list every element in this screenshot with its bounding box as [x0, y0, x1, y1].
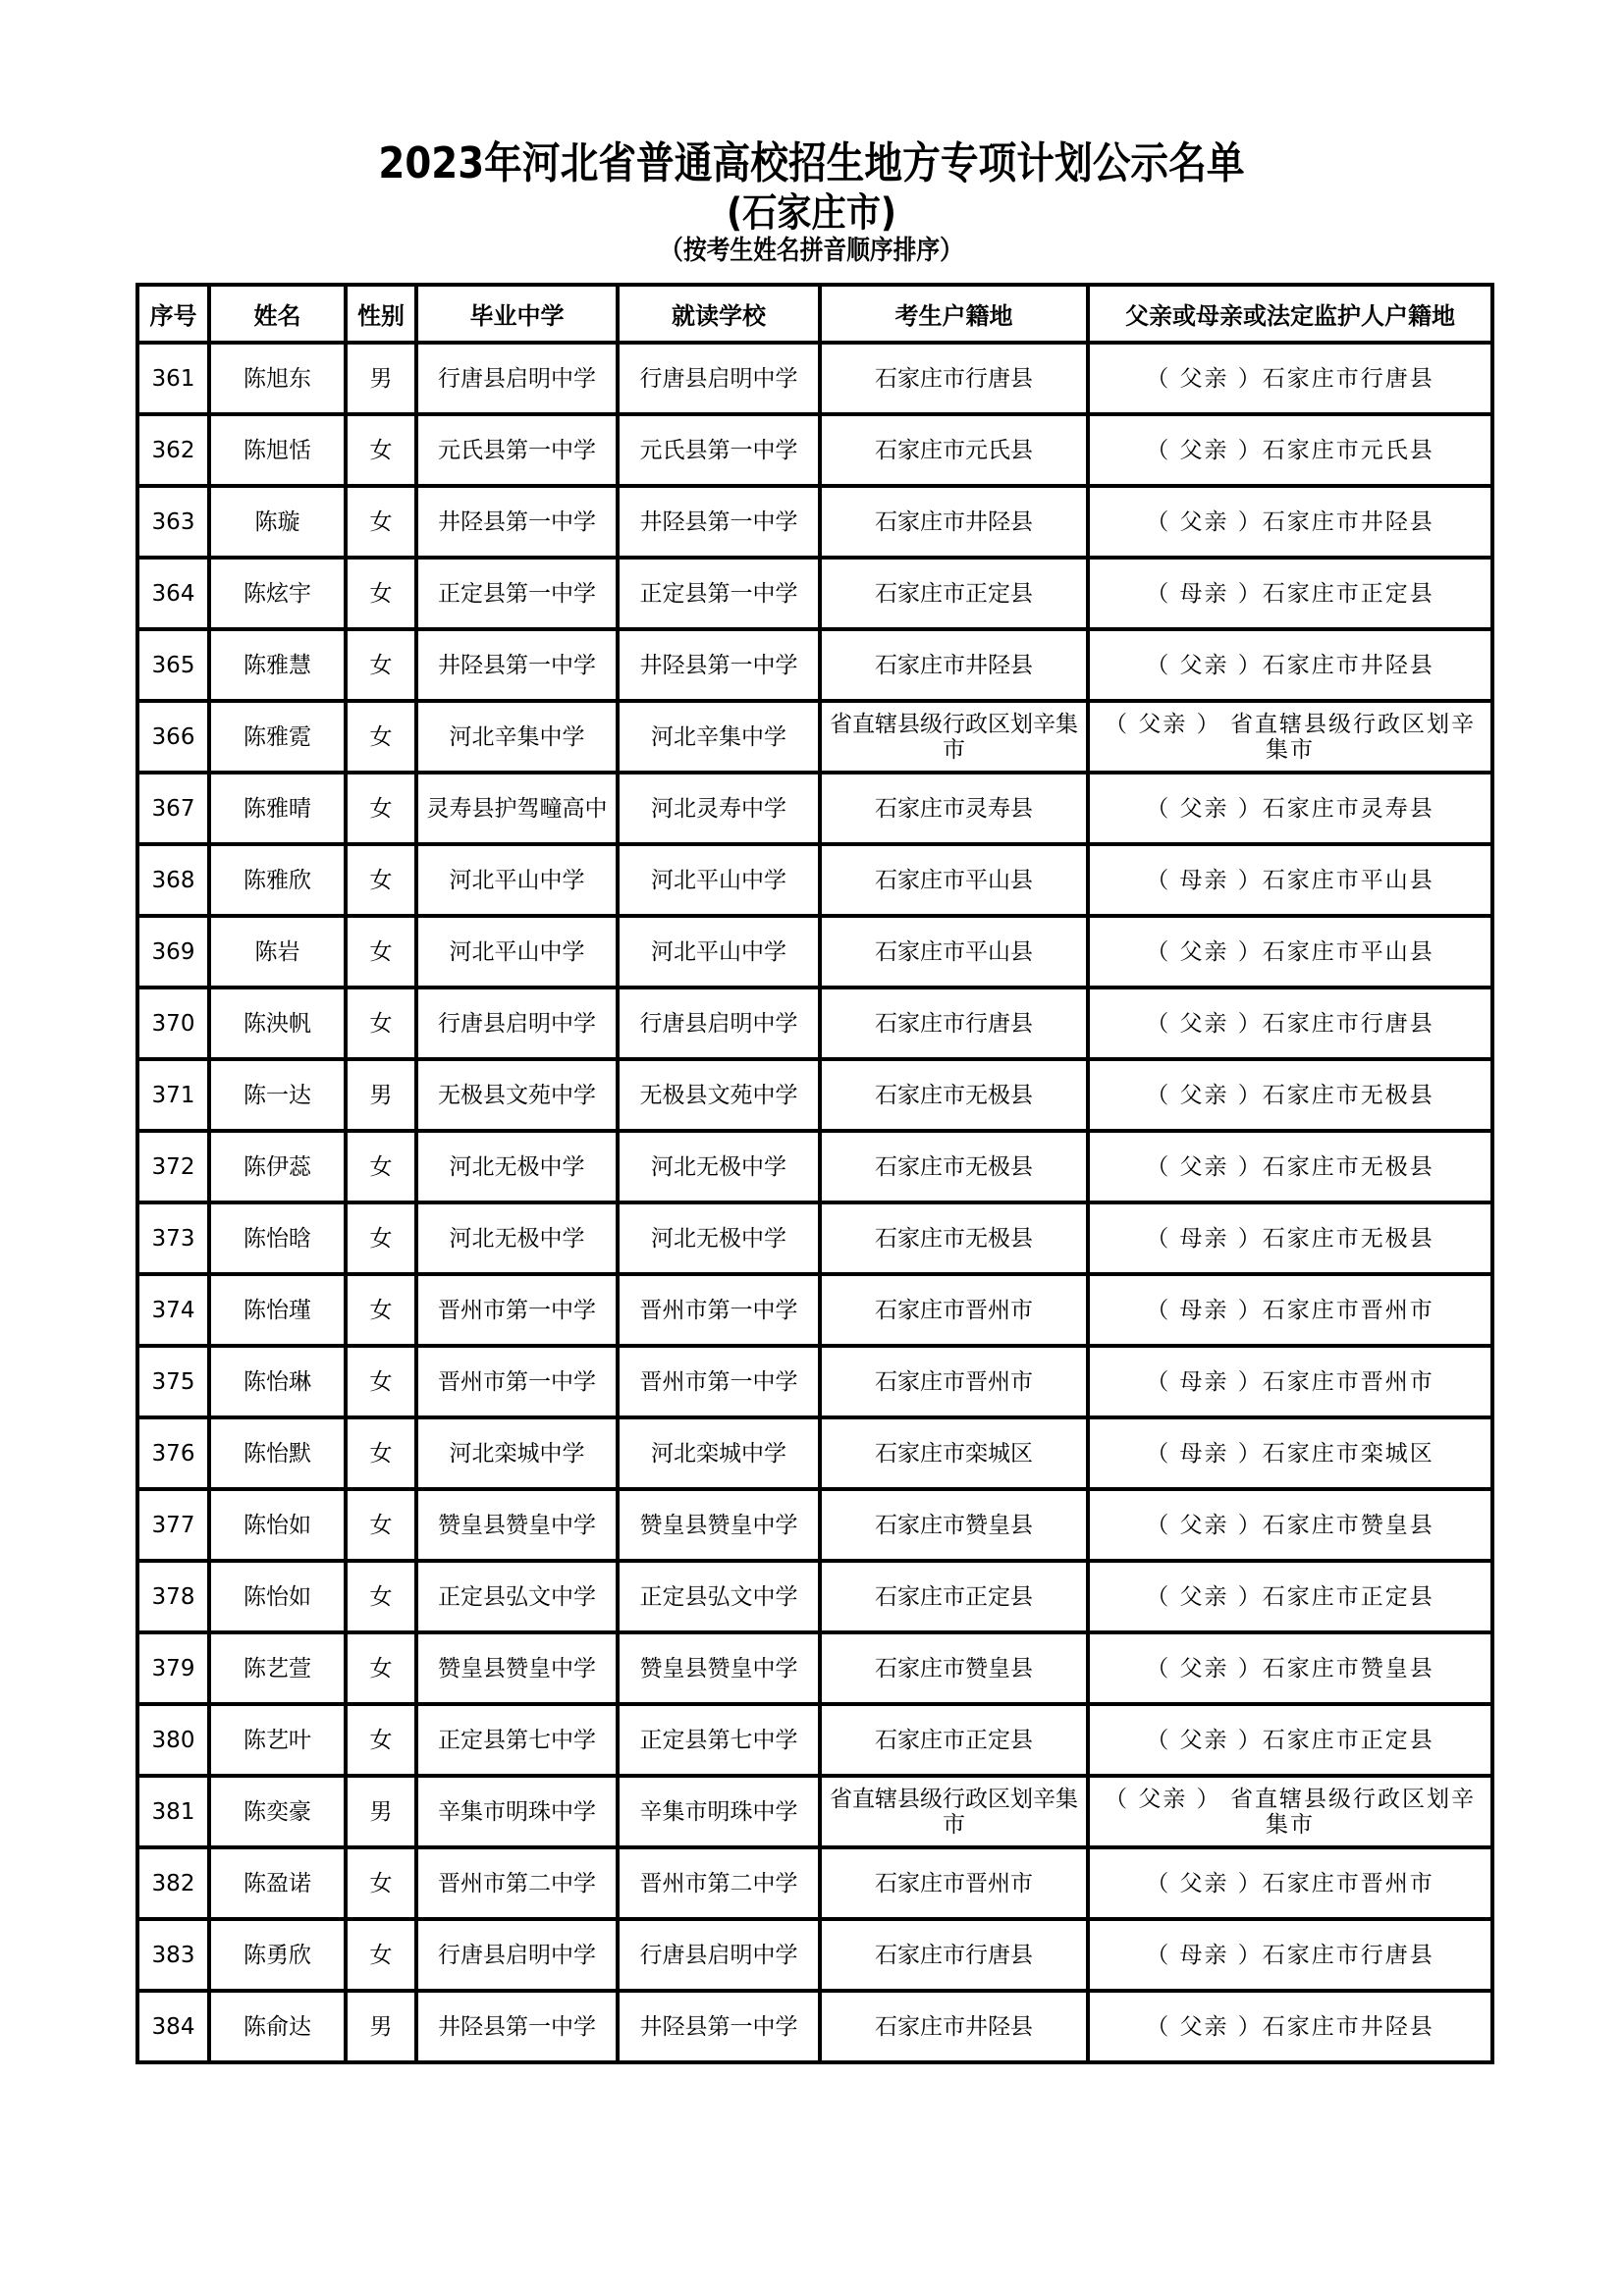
table-row [137, 1489, 1492, 1561]
table-row [137, 1632, 1492, 1704]
cell-current-school: 赞皇县赞皇中学 [618, 1489, 820, 1561]
table-row [137, 343, 1492, 414]
cell-gender: 女 [346, 1847, 416, 1919]
cell-current-school: 正定县弘文中学 [618, 1561, 820, 1632]
table-row [137, 988, 1492, 1059]
cell-guardian-residence: （ 母亲 ）石家庄市正定县 [1088, 558, 1492, 629]
table-row [137, 1417, 1492, 1489]
cell-grad-school: 正定县第一中学 [416, 558, 618, 629]
cell-seq: 371 [137, 1059, 209, 1131]
cell-grad-school: 井陉县第一中学 [416, 1991, 618, 2062]
document-subtitle: (石家庄市) [727, 190, 896, 236]
cell-current-school: 河北栾城中学 [618, 1417, 820, 1489]
cell-current-school: 晋州市第一中学 [618, 1274, 820, 1346]
cell-grad-school: 晋州市第二中学 [416, 1847, 618, 1919]
table-row [137, 1131, 1492, 1202]
cell-name: 陈俞达 [209, 1991, 346, 2062]
header-seq: 序号 [137, 285, 209, 343]
table-row [137, 1776, 1492, 1847]
table-row [137, 1346, 1492, 1417]
cell-guardian-residence: （ 父亲 ）石家庄市井陉县 [1088, 629, 1492, 701]
cell-residence: 石家庄市赞皇县 [820, 1632, 1088, 1704]
cell-seq: 378 [137, 1561, 209, 1632]
cell-residence: 石家庄市平山县 [820, 916, 1088, 988]
table-row [137, 486, 1492, 558]
cell-name: 陈怡默 [209, 1417, 346, 1489]
header-grad-school: 毕业中学 [416, 285, 618, 343]
cell-current-school: 正定县第七中学 [618, 1704, 820, 1776]
cell-gender: 女 [346, 558, 416, 629]
cell-seq: 372 [137, 1131, 209, 1202]
cell-gender: 女 [346, 1632, 416, 1704]
cell-current-school: 正定县第一中学 [618, 558, 820, 629]
cell-residence: 石家庄市晋州市 [820, 1274, 1088, 1346]
cell-seq: 381 [137, 1776, 209, 1847]
cell-seq: 370 [137, 988, 209, 1059]
cell-guardian-residence: （ 父亲 ）石家庄市赞皇县 [1088, 1632, 1492, 1704]
cell-guardian-residence: （ 父亲 ）石家庄市井陉县 [1088, 486, 1492, 558]
table-row [137, 558, 1492, 629]
cell-seq: 375 [137, 1346, 209, 1417]
cell-name: 陈雅晴 [209, 773, 346, 844]
cell-grad-school: 河北无极中学 [416, 1131, 618, 1202]
cell-current-school: 行唐县启明中学 [618, 343, 820, 414]
cell-grad-school: 河北平山中学 [416, 844, 618, 916]
cell-grad-school: 无极县文苑中学 [416, 1059, 618, 1131]
cell-guardian-residence: （ 父亲 ）石家庄市赞皇县 [1088, 1489, 1492, 1561]
table-row [137, 916, 1492, 988]
cell-grad-school: 行唐县启明中学 [416, 1919, 618, 1991]
cell-residence: 石家庄市行唐县 [820, 1919, 1088, 1991]
cell-gender: 女 [346, 916, 416, 988]
cell-guardian-residence: （ 父亲 ）石家庄市正定县 [1088, 1704, 1492, 1776]
cell-residence: 石家庄市正定县 [820, 1704, 1088, 1776]
cell-guardian-residence: （ 母亲 ）石家庄市晋州市 [1088, 1274, 1492, 1346]
cell-name: 陈艺叶 [209, 1704, 346, 1776]
cell-current-school: 河北无极中学 [618, 1202, 820, 1274]
cell-residence: 石家庄市无极县 [820, 1131, 1088, 1202]
cell-gender: 女 [346, 1704, 416, 1776]
cell-name: 陈怡如 [209, 1561, 346, 1632]
document-title: 2023年河北省普通高校招生地方专项计划公示名单 [378, 138, 1245, 188]
cell-guardian-residence: （ 父亲 ）石家庄市平山县 [1088, 916, 1492, 988]
table-row [137, 414, 1492, 486]
cell-current-school: 晋州市第二中学 [618, 1847, 820, 1919]
cell-seq: 384 [137, 1991, 209, 2062]
cell-grad-school: 行唐县启明中学 [416, 988, 618, 1059]
cell-name: 陈旭东 [209, 343, 346, 414]
cell-seq: 380 [137, 1704, 209, 1776]
cell-guardian-residence: （ 父亲 ）石家庄市正定县 [1088, 1561, 1492, 1632]
table-body [137, 343, 1492, 2062]
cell-residence: 石家庄市无极县 [820, 1202, 1088, 1274]
cell-seq: 361 [137, 343, 209, 414]
cell-current-school: 辛集市明珠中学 [618, 1776, 820, 1847]
cell-guardian-residence: （ 父亲 ）石家庄市井陉县 [1088, 1991, 1492, 2062]
cell-current-school: 井陉县第一中学 [618, 1991, 820, 2062]
cell-gender: 女 [346, 773, 416, 844]
cell-guardian-residence: （ 父亲 ） 省直辖县级行政区划辛集市 [1088, 701, 1492, 773]
table-row [137, 1561, 1492, 1632]
table-row [137, 629, 1492, 701]
cell-gender: 女 [346, 1346, 416, 1417]
table-row [137, 1202, 1492, 1274]
cell-residence: 石家庄市晋州市 [820, 1847, 1088, 1919]
cell-current-school: 河北平山中学 [618, 844, 820, 916]
header-guardian-residence: 父亲或母亲或法定监护人户籍地 [1088, 285, 1492, 343]
cell-name: 陈艺萱 [209, 1632, 346, 1704]
cell-guardian-residence: （ 父亲 ）石家庄市行唐县 [1088, 343, 1492, 414]
table-row [137, 1274, 1492, 1346]
cell-name: 陈雅霓 [209, 701, 346, 773]
cell-current-school: 元氏县第一中学 [618, 414, 820, 486]
cell-residence: 石家庄市无极县 [820, 1059, 1088, 1131]
cell-gender: 女 [346, 1417, 416, 1489]
cell-grad-school: 河北栾城中学 [416, 1417, 618, 1489]
cell-guardian-residence: （ 父亲 ）石家庄市无极县 [1088, 1059, 1492, 1131]
sort-note: （按考生姓名拼音顺序排序） [660, 236, 963, 266]
cell-guardian-residence: （ 母亲 ）石家庄市无极县 [1088, 1202, 1492, 1274]
admission-list-table [135, 283, 1494, 2064]
cell-grad-school: 晋州市第一中学 [416, 1274, 618, 1346]
cell-current-school: 行唐县启明中学 [618, 1919, 820, 1991]
cell-residence: 石家庄市平山县 [820, 844, 1088, 916]
cell-seq: 373 [137, 1202, 209, 1274]
cell-residence: 省直辖县级行政区划辛集市 [820, 701, 1088, 773]
cell-guardian-residence: （ 父亲 ）石家庄市无极县 [1088, 1131, 1492, 1202]
cell-name: 陈怡瑾 [209, 1274, 346, 1346]
cell-guardian-residence: （ 父亲 ）石家庄市灵寿县 [1088, 773, 1492, 844]
cell-name: 陈璇 [209, 486, 346, 558]
cell-name: 陈怡琳 [209, 1346, 346, 1417]
cell-gender: 女 [346, 1274, 416, 1346]
cell-current-school: 河北灵寿中学 [618, 773, 820, 844]
cell-gender: 男 [346, 1991, 416, 2062]
header-gender: 性别 [346, 285, 416, 343]
cell-seq: 379 [137, 1632, 209, 1704]
cell-guardian-residence: （ 母亲 ）石家庄市栾城区 [1088, 1417, 1492, 1489]
cell-current-school: 晋州市第一中学 [618, 1346, 820, 1417]
cell-seq: 368 [137, 844, 209, 916]
cell-grad-school: 晋州市第一中学 [416, 1346, 618, 1417]
table-row [137, 1059, 1492, 1131]
cell-current-school: 河北无极中学 [618, 1131, 820, 1202]
cell-gender: 女 [346, 1131, 416, 1202]
cell-grad-school: 元氏县第一中学 [416, 414, 618, 486]
cell-seq: 366 [137, 701, 209, 773]
cell-gender: 女 [346, 844, 416, 916]
cell-name: 陈旭恬 [209, 414, 346, 486]
cell-grad-school: 赞皇县赞皇中学 [416, 1632, 618, 1704]
cell-name: 陈怡如 [209, 1489, 346, 1561]
cell-guardian-residence: （ 母亲 ）石家庄市晋州市 [1088, 1346, 1492, 1417]
cell-residence: 石家庄市井陉县 [820, 1991, 1088, 2062]
cell-gender: 女 [346, 486, 416, 558]
cell-gender: 男 [346, 343, 416, 414]
cell-residence: 石家庄市赞皇县 [820, 1489, 1088, 1561]
cell-name: 陈勇欣 [209, 1919, 346, 1991]
cell-grad-school: 正定县弘文中学 [416, 1561, 618, 1632]
cell-seq: 367 [137, 773, 209, 844]
cell-residence: 石家庄市行唐县 [820, 343, 1088, 414]
cell-grad-school: 河北辛集中学 [416, 701, 618, 773]
header-current-school: 就读学校 [618, 285, 820, 343]
cell-gender: 女 [346, 988, 416, 1059]
cell-name: 陈雅慧 [209, 629, 346, 701]
cell-seq: 382 [137, 1847, 209, 1919]
cell-grad-school: 河北平山中学 [416, 916, 618, 988]
table-row [137, 1991, 1492, 2062]
cell-gender: 女 [346, 414, 416, 486]
cell-current-school: 行唐县启明中学 [618, 988, 820, 1059]
cell-name: 陈怡晗 [209, 1202, 346, 1274]
cell-residence: 石家庄市栾城区 [820, 1417, 1088, 1489]
cell-seq: 364 [137, 558, 209, 629]
cell-current-school: 无极县文苑中学 [618, 1059, 820, 1131]
cell-seq: 383 [137, 1919, 209, 1991]
table-row [137, 701, 1492, 773]
table-row [137, 844, 1492, 916]
header-name: 姓名 [209, 285, 346, 343]
cell-seq: 363 [137, 486, 209, 558]
cell-residence: 石家庄市行唐县 [820, 988, 1088, 1059]
cell-name: 陈雅欣 [209, 844, 346, 916]
cell-name: 陈岩 [209, 916, 346, 988]
cell-guardian-residence: （ 母亲 ）石家庄市平山县 [1088, 844, 1492, 916]
cell-guardian-residence: （ 父亲 ）石家庄市元氏县 [1088, 414, 1492, 486]
cell-residence: 石家庄市井陉县 [820, 486, 1088, 558]
cell-gender: 男 [346, 1059, 416, 1131]
cell-gender: 男 [346, 1776, 416, 1847]
cell-residence: 石家庄市灵寿县 [820, 773, 1088, 844]
table-row [137, 773, 1492, 844]
cell-seq: 369 [137, 916, 209, 988]
cell-residence: 石家庄市晋州市 [820, 1346, 1088, 1417]
cell-gender: 女 [346, 1919, 416, 1991]
cell-guardian-residence: （ 父亲 ） 省直辖县级行政区划辛集市 [1088, 1776, 1492, 1847]
cell-grad-school: 河北无极中学 [416, 1202, 618, 1274]
cell-gender: 女 [346, 701, 416, 773]
cell-grad-school: 辛集市明珠中学 [416, 1776, 618, 1847]
cell-name: 陈泱帆 [209, 988, 346, 1059]
cell-current-school: 赞皇县赞皇中学 [618, 1632, 820, 1704]
cell-guardian-residence: （ 父亲 ）石家庄市行唐县 [1088, 988, 1492, 1059]
cell-current-school: 井陉县第一中学 [618, 486, 820, 558]
cell-guardian-residence: （ 母亲 ）石家庄市行唐县 [1088, 1919, 1492, 1991]
cell-residence: 石家庄市正定县 [820, 558, 1088, 629]
cell-grad-school: 井陉县第一中学 [416, 486, 618, 558]
cell-seq: 376 [137, 1417, 209, 1489]
cell-gender: 女 [346, 1561, 416, 1632]
cell-grad-school: 灵寿县护驾疃高中 [416, 773, 618, 844]
cell-seq: 377 [137, 1489, 209, 1561]
cell-seq: 374 [137, 1274, 209, 1346]
cell-current-school: 河北辛集中学 [618, 701, 820, 773]
cell-name: 陈奕豪 [209, 1776, 346, 1847]
cell-grad-school: 行唐县启明中学 [416, 343, 618, 414]
cell-current-school: 井陉县第一中学 [618, 629, 820, 701]
cell-residence: 石家庄市正定县 [820, 1561, 1088, 1632]
cell-residence: 石家庄市元氏县 [820, 414, 1088, 486]
cell-grad-school: 赞皇县赞皇中学 [416, 1489, 618, 1561]
cell-grad-school: 井陉县第一中学 [416, 629, 618, 701]
cell-grad-school: 正定县第七中学 [416, 1704, 618, 1776]
table-row [137, 1847, 1492, 1919]
cell-name: 陈盈诺 [209, 1847, 346, 1919]
table-row [137, 1919, 1492, 1991]
cell-seq: 362 [137, 414, 209, 486]
cell-gender: 女 [346, 629, 416, 701]
table-row [137, 1704, 1492, 1776]
table-header-row [137, 285, 1492, 343]
cell-residence: 石家庄市井陉县 [820, 629, 1088, 701]
cell-seq: 365 [137, 629, 209, 701]
cell-gender: 女 [346, 1202, 416, 1274]
cell-name: 陈炫宇 [209, 558, 346, 629]
cell-residence: 省直辖县级行政区划辛集市 [820, 1776, 1088, 1847]
cell-current-school: 河北平山中学 [618, 916, 820, 988]
cell-guardian-residence: （ 父亲 ）石家庄市晋州市 [1088, 1847, 1492, 1919]
cell-gender: 女 [346, 1489, 416, 1561]
cell-name: 陈伊蕊 [209, 1131, 346, 1202]
header-residence: 考生户籍地 [820, 285, 1088, 343]
cell-name: 陈一达 [209, 1059, 346, 1131]
